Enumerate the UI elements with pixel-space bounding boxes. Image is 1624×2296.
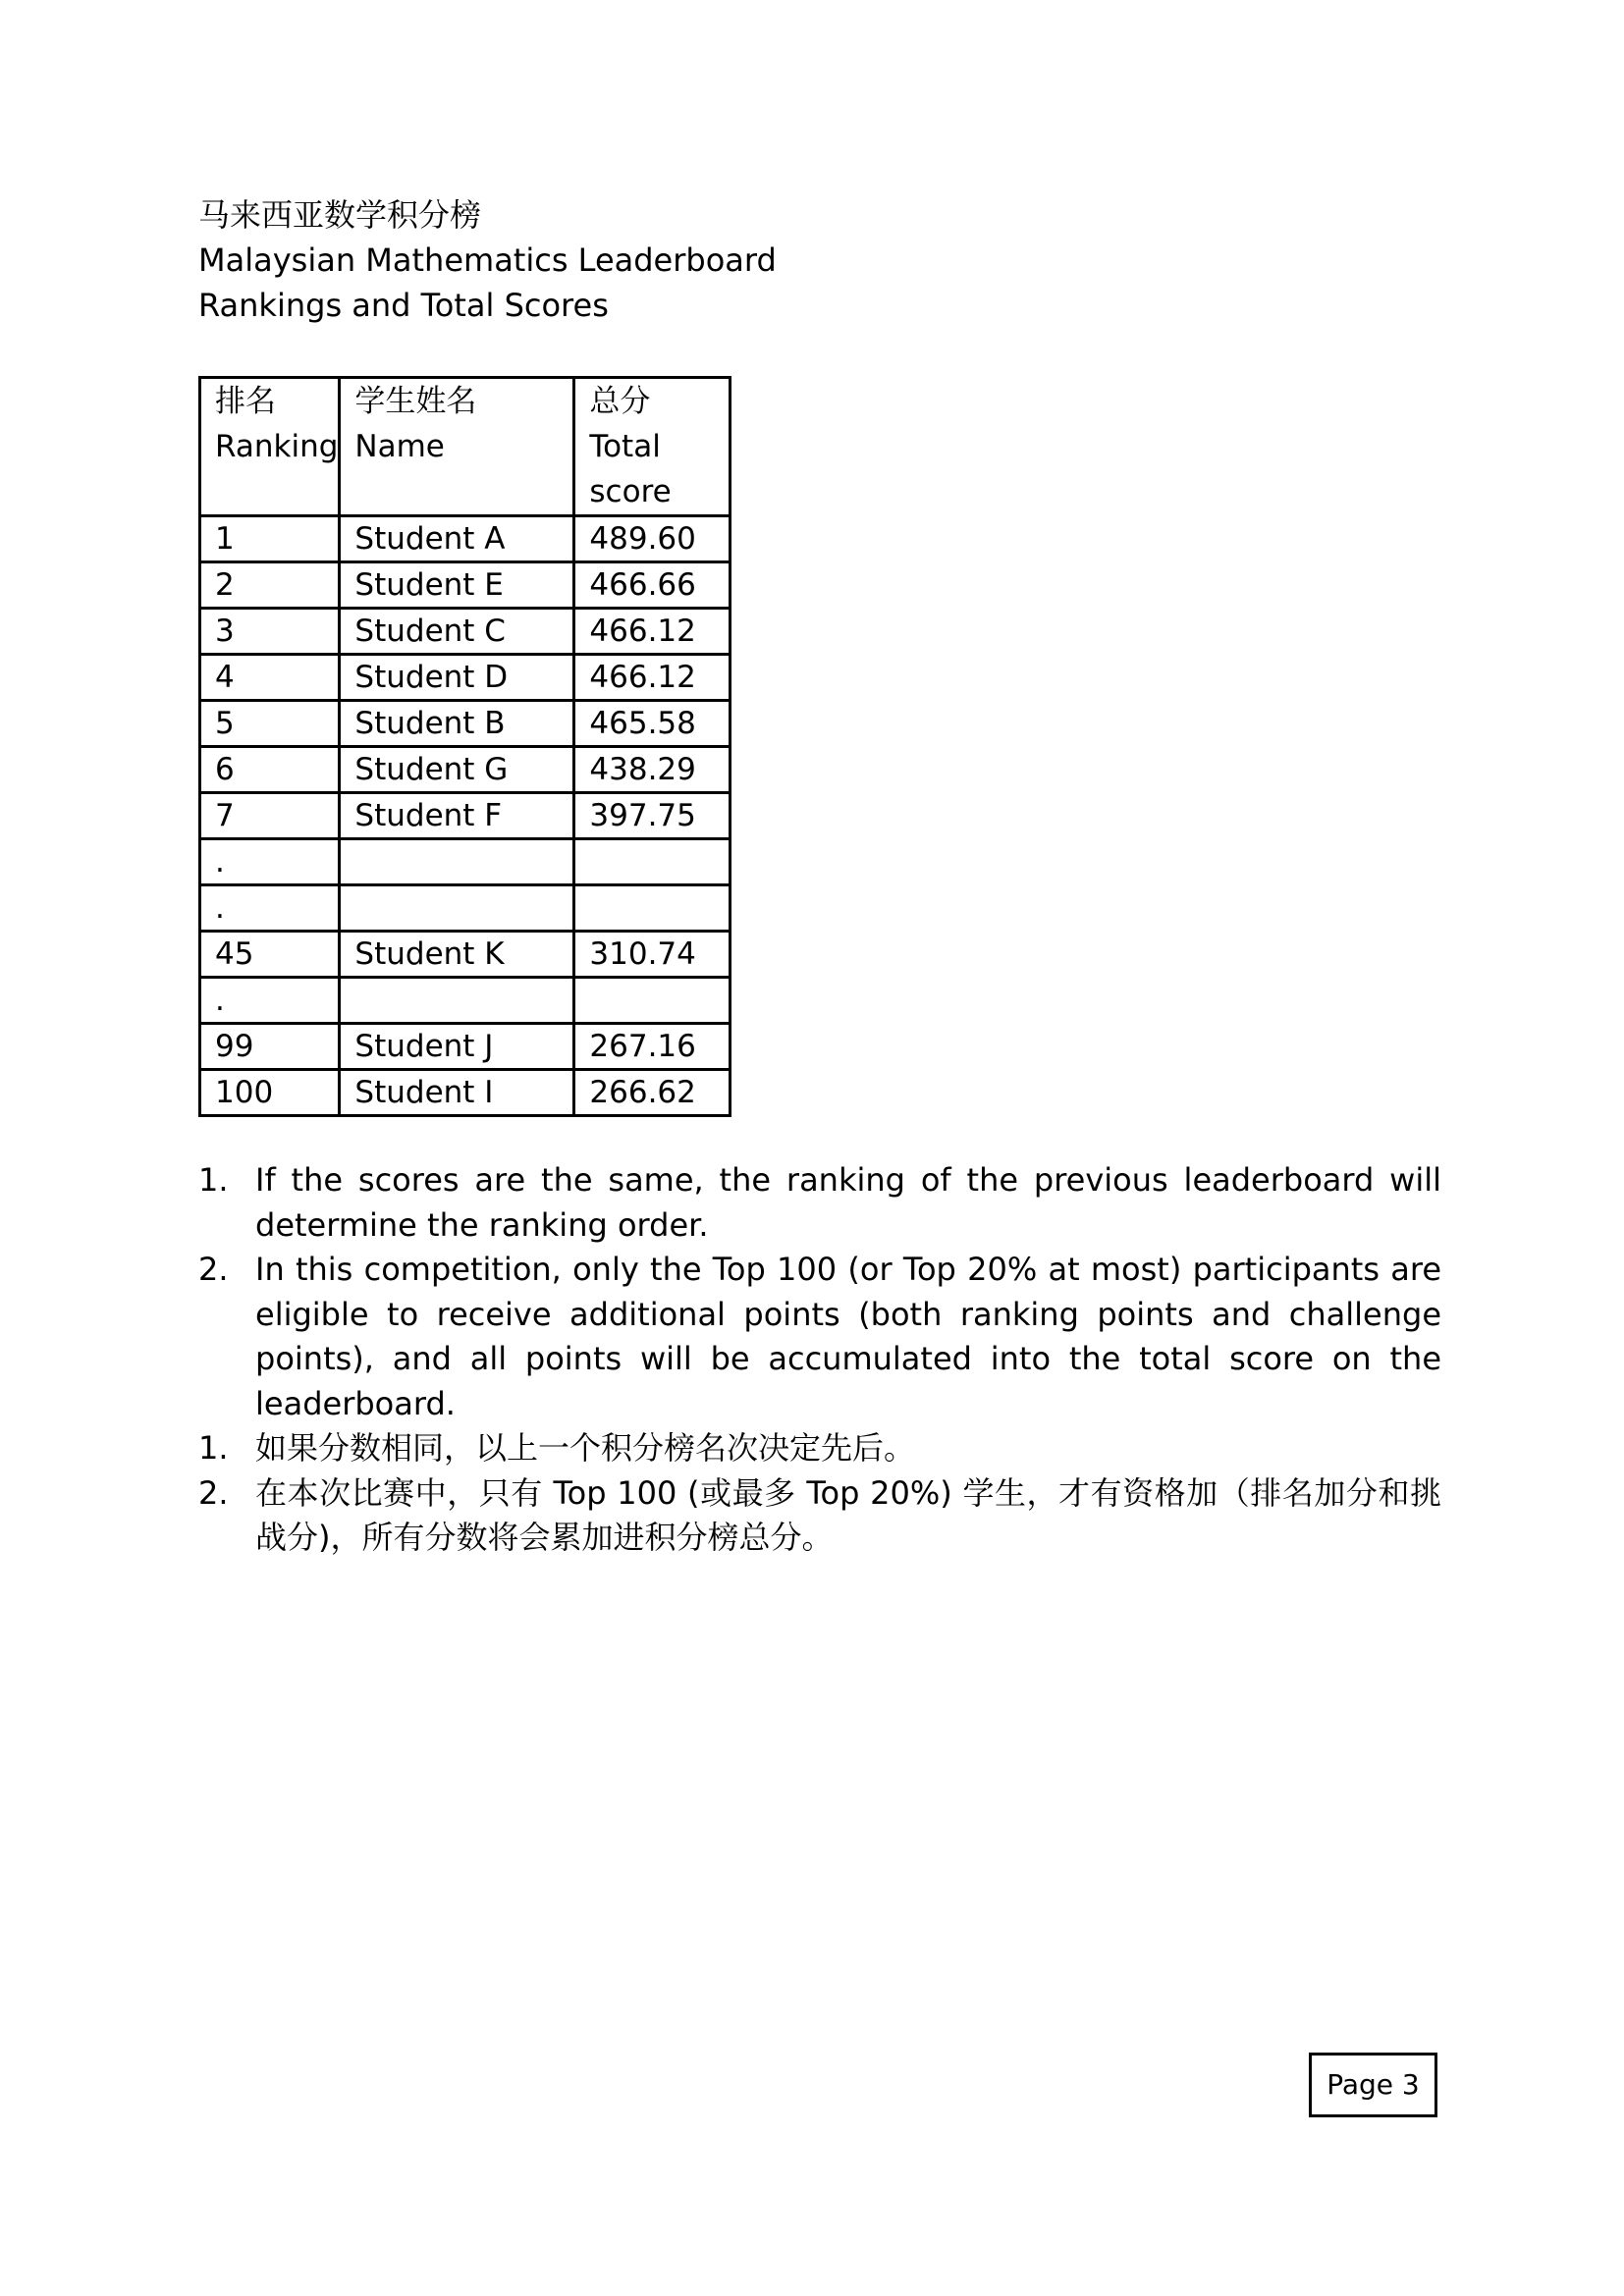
notes-chinese (198, 1426, 1441, 1561)
name-cell (340, 885, 574, 932)
page-number-box (1309, 2053, 1437, 2117)
note-number: 1. (198, 1429, 229, 1467)
score-cell (574, 839, 731, 885)
name-cell: Student E (340, 562, 574, 609)
rank-cell: 2 (200, 562, 340, 609)
table-row-ellipsis (200, 839, 731, 885)
rank-cell: 100 (200, 1070, 340, 1116)
score-cell: 465.58 (574, 701, 731, 747)
name-cell (340, 978, 574, 1024)
name-cell: Student G (340, 747, 574, 793)
subtitle: Rankings and Total Scores (198, 287, 609, 324)
table-row-ellipsis (200, 885, 731, 932)
header-total-score (574, 378, 731, 516)
name-cell: Student K (340, 932, 574, 978)
rank-cell: 45 (200, 932, 340, 978)
rank-cell: . (200, 978, 340, 1024)
note-number: 1. (198, 1161, 229, 1199)
note-text: In this competition, only the Top 100 (or Top 20% at most) participants are eligible to receive additional points (both ranking points and challenge points), and all points will be accumulated into the total score on the leaderboard. (255, 1251, 1441, 1422)
table-row (200, 747, 731, 793)
name-cell (340, 839, 574, 885)
header-name-zh: 学生姓名 (354, 384, 477, 419)
score-cell: 397.75 (574, 793, 731, 839)
rank-cell: 99 (200, 1024, 340, 1070)
table-header-row (200, 378, 731, 516)
rank-cell: 3 (200, 609, 340, 655)
name-cell: Student A (340, 516, 574, 562)
note-item (198, 1248, 1441, 1426)
header-name-en: Name (354, 429, 445, 464)
leaderboard-body (200, 516, 731, 1116)
score-cell: 267.16 (574, 1024, 731, 1070)
score-cell (574, 978, 731, 1024)
header-score-en: Total (589, 429, 661, 464)
score-cell: 489.60 (574, 516, 731, 562)
name-cell: Student B (340, 701, 574, 747)
table-row (200, 932, 731, 978)
score-cell (574, 885, 731, 932)
page-number: Page 3 (1326, 2068, 1420, 2101)
table-row (200, 609, 731, 655)
score-cell: 466.66 (574, 562, 731, 609)
header-ranking-en: Ranking (215, 429, 339, 464)
table-row (200, 562, 731, 609)
header-ranking (200, 378, 340, 516)
note-item (198, 1471, 1441, 1561)
rank-cell: 4 (200, 655, 340, 701)
header-score-zh: 总分 (589, 384, 651, 419)
name-cell: Student F (340, 793, 574, 839)
score-cell: 438.29 (574, 747, 731, 793)
note-number: 2. (198, 1251, 229, 1288)
name-cell: Student I (340, 1070, 574, 1116)
rank-cell: 1 (200, 516, 340, 562)
header-score-en-line2: score (589, 474, 672, 509)
score-cell: 266.62 (574, 1070, 731, 1116)
note-number: 2. (198, 1473, 229, 1512)
name-cell: Student J (340, 1024, 574, 1070)
rank-cell: . (200, 839, 340, 885)
table-row-ellipsis (200, 978, 731, 1024)
table-row (200, 1070, 731, 1116)
table-row (200, 1024, 731, 1070)
rank-cell: . (200, 885, 340, 932)
header-name (340, 378, 574, 516)
rank-cell: 6 (200, 747, 340, 793)
score-cell: 466.12 (574, 609, 731, 655)
table-row (200, 516, 731, 562)
score-cell: 466.12 (574, 655, 731, 701)
note-text: If the scores are the same, the ranking of the previous leaderboard will determine the ranking order. (255, 1161, 1441, 1244)
score-cell: 310.74 (574, 932, 731, 978)
header-ranking-zh: 排名 (215, 384, 276, 419)
notes-english (198, 1158, 1441, 1426)
note-item (198, 1158, 1441, 1248)
rank-cell: 7 (200, 793, 340, 839)
table-row (200, 793, 731, 839)
name-cell: Student C (340, 609, 574, 655)
note-text: 如果分数相同，以上一个积分榜名次决定先后。 (255, 1429, 916, 1467)
note-item (198, 1426, 1441, 1471)
leaderboard-table (198, 376, 731, 1117)
note-text: 在本次比赛中，只有 Top 100 (或最多 Top 20%) 学生，才有资格加（排名加分和挑战分)，所有分数将会累加进积分榜总分。 (255, 1473, 1441, 1556)
table-row (200, 701, 731, 747)
rank-cell: 5 (200, 701, 340, 747)
title-chinese: 马来西亚数学积分榜 (198, 196, 482, 234)
table-row (200, 655, 731, 701)
name-cell: Student D (340, 655, 574, 701)
document-header (198, 192, 777, 328)
title-english: Malaysian Mathematics Leaderboard (198, 241, 777, 279)
